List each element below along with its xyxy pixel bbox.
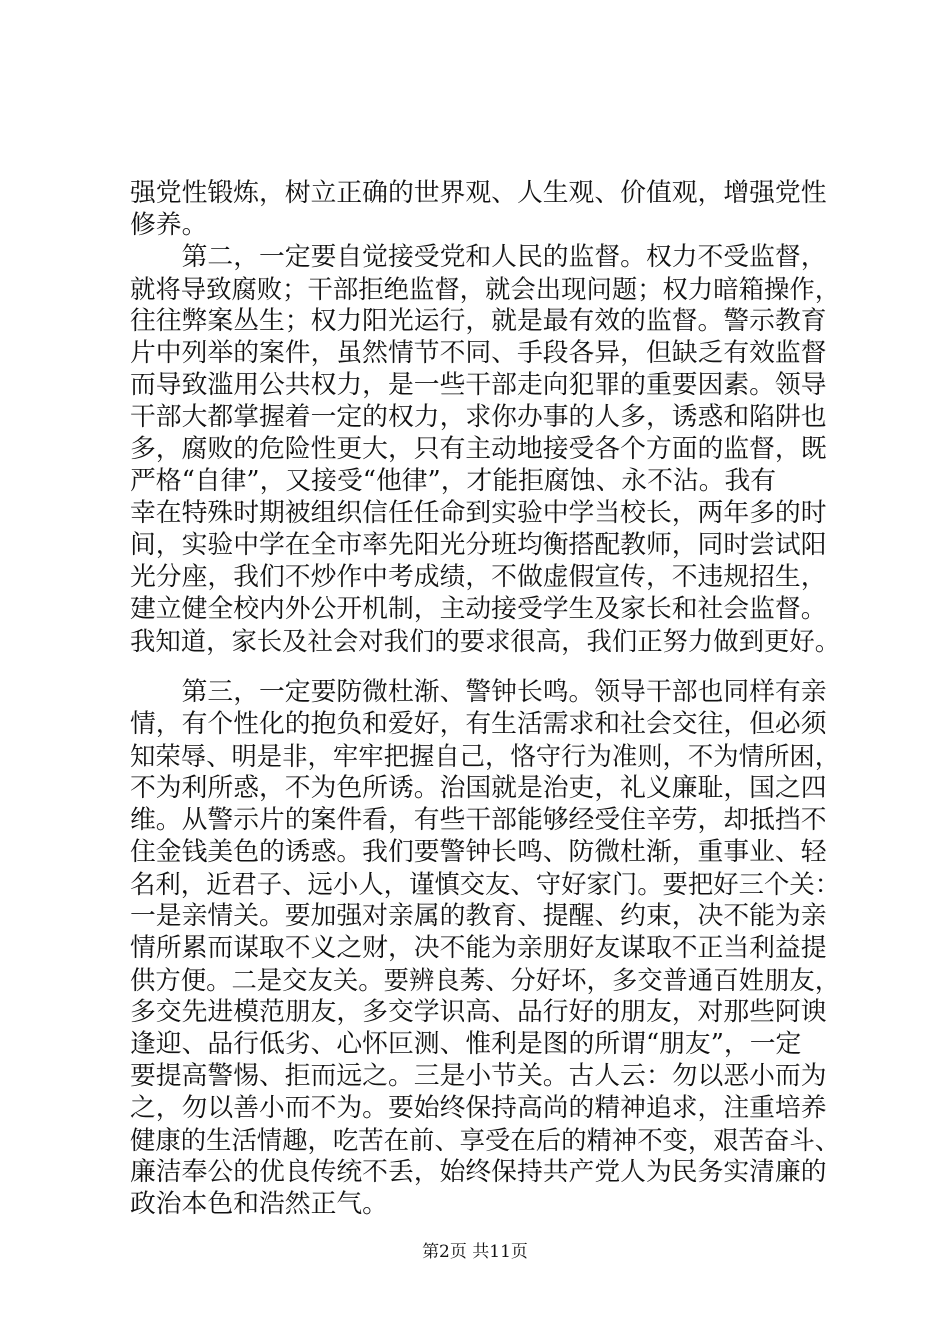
text-line: 知荣辱、明是非，牢牢把握自己，恪守行为准则，不为情所困，	[130, 741, 841, 771]
text-line: 间，实验中学在全市率先阳光分班均衡搭配教师，同时尝试阳	[130, 530, 827, 560]
text-line: 我知道，家长及社会对我们的要求很高，我们正努力做到更好。	[130, 626, 841, 656]
text-line: 幸在特殊时期被组织信任任命到实验中学当校长，两年多的时	[130, 498, 827, 528]
text-line: 情所累而谋取不义之财，决不能为亲朋好友谋取不正当利益提	[130, 933, 827, 963]
text-line: 多交先进模范朋友，多交学识高、品行好的朋友，对那些阿谀	[130, 997, 827, 1027]
text-line: 就将导致腐败；干部拒绝监督，就会出现问题；权力暗箱操作，	[130, 274, 841, 304]
text-line: 维。从警示片的案件看，有些干部能够经受住辛劳，却抵挡不	[130, 805, 827, 835]
text-line: 第二，一定要自觉接受党和人民的监督。权力不受监督，	[130, 242, 827, 272]
text-line: 而导致滥用公共权力，是一些干部走向犯罪的重要因素。领导	[130, 370, 827, 400]
text-line: 往往弊案丛生；权力阳光运行，就是最有效的监督。警示教育	[130, 306, 827, 336]
text-line: 不为利所惑，不为色所诱。治国就是治吏，礼义廉耻，国之四	[130, 773, 827, 803]
text-line: 廉洁奉公的优良传统不丢，始终保持共产党人为民务实清廉的	[130, 1157, 827, 1187]
page-number-footer: 第2页 共11页	[422, 1242, 528, 1262]
text-line: 多，腐败的危险性更大，只有主动地接受各个方面的监督，既	[130, 434, 827, 464]
text-line: 建立健全校内外公开机制，主动接受学生及家长和社会监督。	[130, 594, 827, 624]
text-line: 情，有个性化的抱负和爱好，有生活需求和社会交往，但必须	[130, 709, 827, 739]
text-line: 严格“自律”，又接受“他律”，才能拒腐蚀、永不沾。我有	[130, 466, 777, 496]
text-line: 之，勿以善小而不为。要始终保持高尚的精神追求，注重培养	[130, 1093, 827, 1123]
text-line: 第三，一定要防微杜渐、警钟长鸣。领导干部也同样有亲	[130, 677, 827, 707]
text-line: 政治本色和浩然正气。	[130, 1189, 388, 1219]
text-line: 住金钱美色的诱惑。我们要警钟长鸣、防微杜渐，重事业、轻	[130, 837, 827, 867]
text-line: 名利，近君子、远小人，谨慎交友、守好家门。要把好三个关：	[130, 869, 841, 899]
text-line: 修养。	[130, 210, 208, 240]
text-line: 供方便。二是交友关。要辨良莠、分好坏，多交普通百姓朋友，	[130, 965, 841, 995]
text-line: 一是亲情关。要加强对亲属的教育、提醒、约束，决不能为亲	[130, 901, 827, 931]
text-line: 干部大都掌握着一定的权力，求你办事的人多，诱惑和陷阱也	[130, 402, 827, 432]
text-line: 光分座，我们不炒作中考成绩，不做虚假宣传，不违规招生，	[130, 562, 827, 592]
text-line: 要提高警惕、拒而远之。三是小节关。古人云：勿以恶小而为	[130, 1061, 827, 1091]
text-line: 健康的生活情趣，吃苦在前、享受在后的精神不变，艰苦奋斗、	[130, 1125, 841, 1155]
text-line: 逢迎、品行低劣、心怀叵测、惟利是图的所谓“朋友”，一定	[130, 1029, 802, 1059]
text-line: 片中列举的案件，虽然情节不同、手段各异，但缺乏有效监督	[130, 338, 827, 368]
text-line: 强党性锻炼，树立正确的世界观、人生观、价值观，增强党性	[130, 178, 827, 208]
